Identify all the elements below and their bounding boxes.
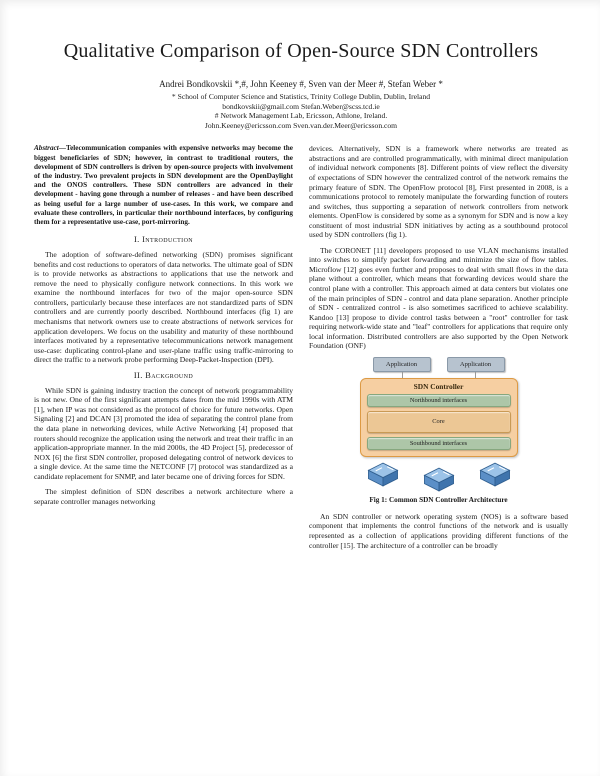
right-paragraph-1: devices. Alternatively, SDN is a framework where networks are treated as abstractions and are controlled programmatically, with minimal direct manipulation of individual network components [8]. Different points of view reflect the diversity of expectations of SDN however the centralized control of the network remains the primary feature of SDN. The OpenFlow protocol [8], First presented in 2008, is a communications protocol to remotely manipulate the forwarding function of routers and switches, thus supporting a separation of network controllers from network elements. OpenFlow is considered by some as a synonym for SDN and is now a key constituent of most industrial SDN initiatives by acting as a southbound protocol used by SDN controllers (fig 1).: [309, 144, 568, 240]
abstract-text: Telecommunication companies with expensive networks may become the biggest beneficiaries of SDN; however, in contrast to traditional routers, the development of SDN controllers is driven by open-source projects with involvement of the industry. Two prevalent projects in SDN development are the OpenDaylight and the ONOS controllers. These SDN controllers are advanced in their development - having gone through a number of releases - and have been described as being useful for a large number of use-cases. In this work, we compare and evaluate these controllers, in particular their northbound interfaces, by configuring them for a representative use-case, port-mirroring.: [34, 144, 293, 226]
connector-line: [475, 372, 476, 378]
introduction-paragraph: The adoption of software-defined networking (SDN) promises significant benefits and cost reductions to operators of data networks. The ultimate goal of SDN is to provide networks as abstractions to applications that use the network and remove the need to physically configure network connections. In this work we examine the northbound interfaces for two of the major open-source SDN controllers, particularly because these interfaces are not standardized parts of SDN controllers and are currently poorly described. Northbound interfaces (fig 1) are mechanisms that network owners use to create abstractions of network services for application developers. We focus on the usability and maturity of these northbound interfaces motivated by a representative telecommunications network management use-case: duplicating control-plane and user-plane traffic using traffic-mirroring to direct the traffic to a network probe performing Deep-Packet-Inspection (DPI).: [34, 250, 293, 365]
application-box-1: Application: [373, 357, 431, 372]
background-paragraph-2: The simplest definition of SDN describes a network architecture where a separate controller manages networking: [34, 487, 293, 506]
figure-1-caption: Fig 1: Common SDN Controller Architecture: [369, 495, 508, 504]
sdn-controller-box: [360, 378, 518, 457]
right-paragraph-3: An SDN controller or network operating system (NOS) is a software based component that implements the control functions of the network and is usually represented as a collection of applications providing different functions of the controller [15]. The architecture of a controller can be broadly: [309, 511, 568, 550]
affiliation-2: # Network Management Lab, Ericsson, Athlone, Ireland.: [214, 111, 388, 121]
network-switch-icon: [366, 461, 400, 488]
left-column: [34, 144, 293, 556]
section-heading-introduction: I. Introduction: [133, 235, 194, 245]
southbound-interfaces-bar: Southbound interfaces: [367, 437, 511, 450]
background-paragraph-1: While SDN is gaining industry traction the concept of network programmability is not new. One of the first significant attempts dates from the mid 1990s with ATM [1], when IP was not considered as the protocol of choice for future networks. Open Signaling [2] and DCAN [3] promoted the idea of separating the control plane from the data plane in networking devices, while Active Networking [4] proposed that routers should recognize the application using the network and treat their traffic in an application-appropriate manner. In the mid 2000s, the 4D Project [5], predecessor of NOX [6] the first SDN controller, proposed delegating control of network devices to a single device. At the same time the NETCONF [7] protocol was standardized as a candidate replacement for SNMP, and later became one of driving forces for SDN.: [34, 385, 294, 481]
emails-2: John.Keeney@ericsson.com Sven.van.der.Meer@ericsson.com: [204, 120, 398, 130]
sdn-controller-label: SDN Controller: [413, 381, 464, 391]
application-row: [360, 357, 518, 372]
two-column-body: [34, 144, 568, 556]
application-box-2: Application: [447, 357, 505, 372]
right-paragraph-2: The CORONET [11] developers proposed to use VLAN mechanisms installed into switches to simplify packet forwarding and minimize the size of flow tables. Microflow [12] goes even further and proposes to deal with small flows in the data plane without a controller, which means that forwarding devices would share the control plane with a controller. This approach aimed at data centers but violates one of the main principles of SDN - control and data plane separation. Another principle of SDN - centralized control - is also sometimes sacrificed to achieve scalability. Kandoo [13] propose to divide control tasks between a "root" controller for task requiring network-wide state and "leaf" controllers for applications that require only local information. Distributed controllers are also supported by the Open Network Foundation (ONF): [309, 245, 568, 351]
emails-1: bondkovskii@gmail.com Stefan.Weber@scss.tcd.ie: [222, 101, 380, 111]
affiliation-1: * School of Computer Science and Statistics, Trinity College Dublin, Dublin, Ireland: [171, 92, 431, 101]
paper-title: Qualitative Comparison of Open-Source SDN Controllers: [63, 40, 539, 62]
northbound-interfaces-bar: Northbound interfaces: [367, 394, 511, 407]
abstract-paragraph: [34, 144, 293, 227]
app-connectors: [360, 372, 518, 378]
authors-line: Andrei Bondkovskii *,#, John Keeney #, Sven van der Meer #, Stefan Weber *: [159, 79, 443, 89]
figure-1-sdn-architecture: [360, 357, 518, 491]
section-heading-background: II. Background: [133, 370, 194, 380]
network-switch-icon: [422, 466, 456, 493]
connector-line: [402, 372, 403, 378]
author-block: [34, 79, 568, 130]
network-switch-icon: [478, 461, 512, 488]
core-bar: Core: [367, 411, 511, 433]
network-elements-row: [360, 457, 518, 491]
right-column: [309, 144, 568, 556]
abstract-label: Abstract—: [34, 144, 66, 153]
